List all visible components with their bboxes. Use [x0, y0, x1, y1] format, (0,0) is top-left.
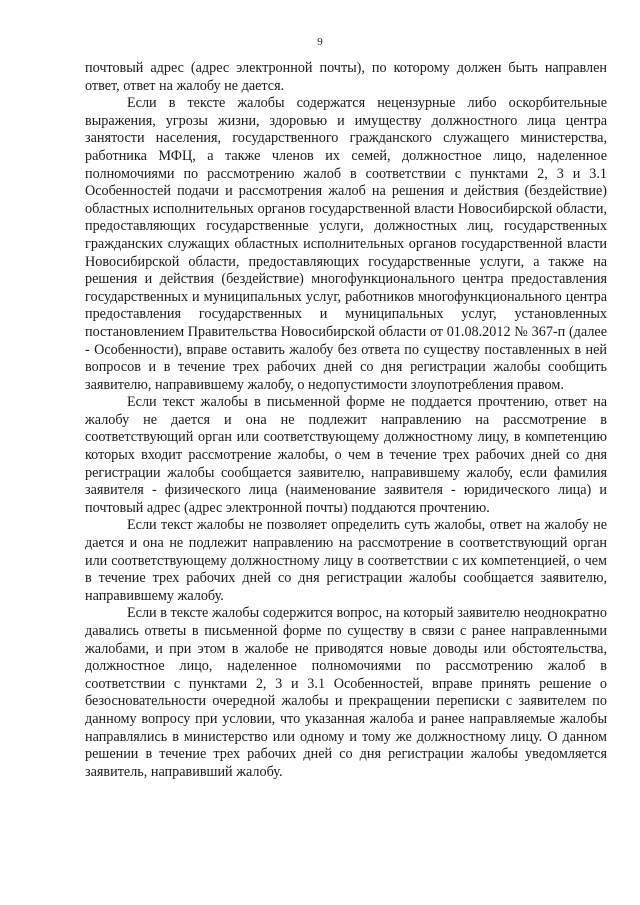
page-number: 9: [317, 36, 323, 48]
paragraph-unreadable-text: Если текст жалобы в письменной форме не поддается прочтению, ответ на жалобу не дается и она не подлежит направлению на рассмотрение в соответствующий орган или соответствующему должностному лицу, в компетенцию которых входит рассмотрение жалобы, о чем в течение трех рабочих дней со дня регистрации жалобы сообщается заявителю, направившему жалобу, если фамилия заявителя - физического лица (наименование заявителя - юридического лица) и почтовый адрес (адрес электронной почты) поддаются прочтению.: [85, 394, 607, 516]
paragraph-repeated-question: Если в тексте жалобы содержится вопрос, на который заявителю неоднократно давались ответы в письменной форме по существу в связи с ранее направленными жалобами, и при этом в жалобе не приводятся новые доводы или обстоятельства, должностное лицо, наделенное полномочиями по рассмотрению жалоб в соответствии с пунктами 2, 3 и 3.1 Особенностей, вправе принять решение о безосновательности очередной жалобы и прекращении переписки с заявителем по данному вопросу при условии, что указанная жалоба и ранее направляемые жалобы направлялись в министерство или одному и тому же должностному лицу. О данном решении в течение трех рабочих дней со дня регистрации жалобы уведомляется заявитель, направивший жалобу.: [85, 605, 607, 780]
page-body: [85, 60, 607, 781]
paragraph-continuation: почтовый адрес (адрес электронной почты), по которому должен быть направлен ответ, ответ на жалобу не дается.: [85, 60, 607, 94]
paragraph-obscene-content: Если в тексте жалобы содержатся нецензурные либо оскорбительные выражения, угрозы жизни, здоровью и имуществу должностного лица центра занятости населения, государственного гражданского служащего министерства, работника МФЦ, а также членов их семей, должностное лицо, наделенное полномочиями по рассмотрению жалоб в соответствии с пунктами 2, 3 и 3.1 Особенностей подачи и рассмотрения жалоб на решения и действия (бездействие) областных исполнительных органов государственной власти Новосибирской области, предоставляющих государственные услуги, должностных лиц, государственных гражданских служащих областных исполнительных органов государственной власти Новосибирской области, предоставляющих государственные услуги, а также на решения и действия (бездействие) многофункционального центра предоставления государственных и муниципальных услуг, работников многофункционального центра предоставления государственных и муниципальных услуг, установленных постановлением Правительства Новосибирской области от 01.08.2012 № 367-п (далее - Особенности), вправе оставить жалобу без ответа по существу поставленных в ней вопросов и в течение трех рабочих дней со дня регистрации жалобы сообщить заявителю, направившему жалобу, о недопустимости злоупотребления правом.: [85, 95, 607, 393]
paragraph-undefined-essence: Если текст жалобы не позволяет определить суть жалобы, ответ на жалобу не дается и она не подлежит направлению на рассмотрение в соответствующий орган или соответствующему должностному лицу в соответствии с их компетенцией, о чем в течение трех рабочих дней со дня регистрации жалобы сообщается заявителю, направившему жалобу.: [85, 517, 607, 604]
